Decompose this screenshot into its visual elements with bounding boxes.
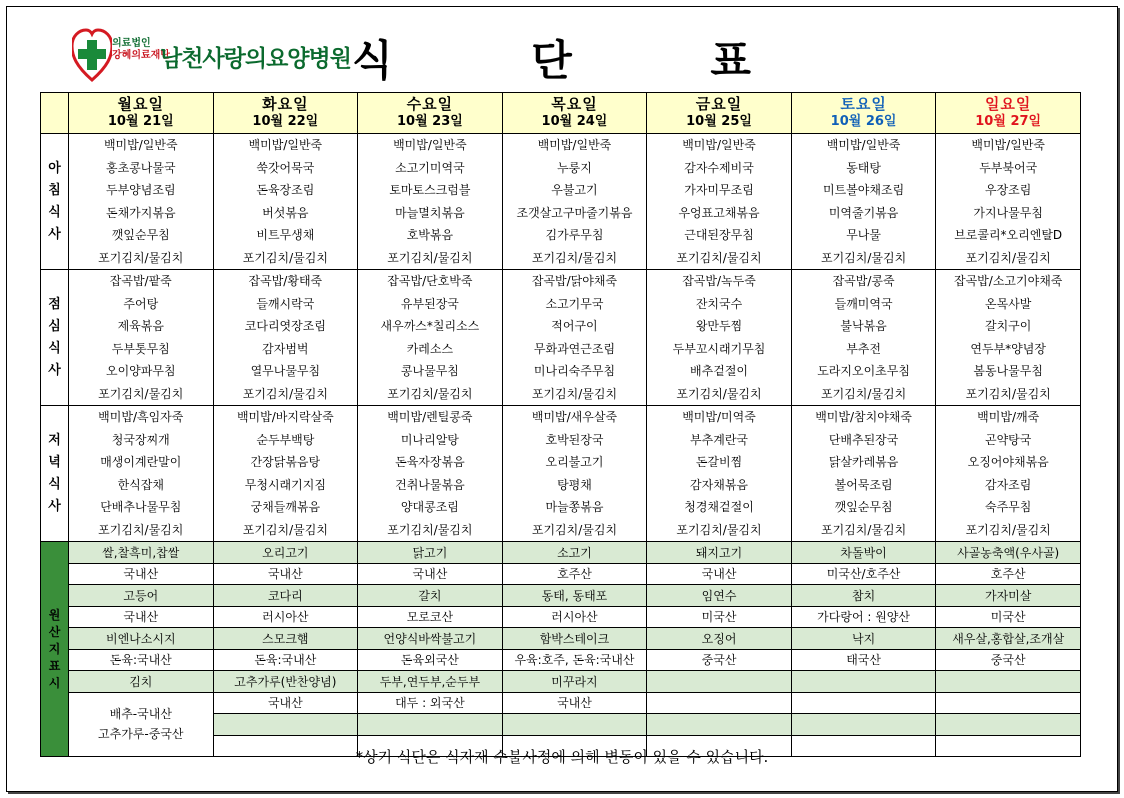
meal-cell	[791, 270, 936, 406]
meal-cell	[647, 134, 792, 270]
origin-cell: 모로코산	[358, 606, 503, 628]
menu-item: 백미밥/바지락살죽	[236, 410, 334, 424]
origin-row	[41, 542, 1081, 564]
origin-cell: 고등어	[69, 585, 214, 607]
origin-cell: 스모크햄	[213, 628, 358, 650]
origin-cell: 사골농축액(우사골)	[936, 542, 1081, 564]
menu-item: 포기김치/물김치	[820, 250, 907, 265]
menu-item: 백미밥/일반죽	[393, 138, 467, 152]
menu-item: 소고기미역국	[395, 160, 465, 175]
meal-cell	[647, 270, 792, 406]
menu-item: 포기김치/물김치	[965, 522, 1051, 537]
menu-item: 포기김치/물김치	[242, 386, 328, 401]
origin-cell: 러시아산	[213, 606, 358, 628]
origin-cell: 돈육:국내산	[213, 649, 358, 671]
menu-item: 동태탕	[846, 160, 881, 175]
menu-item: 홍초콩나물국	[106, 160, 176, 175]
origin-cell	[936, 671, 1081, 693]
menu-item: 포기김치/물김치	[676, 522, 762, 537]
menu-item: 포기김치/물김치	[387, 250, 473, 265]
menu-item: 포기김치/물김치	[531, 522, 618, 537]
day-header	[647, 93, 792, 134]
menu-item: 단배추나물무침	[100, 500, 182, 514]
menu-item: 백미밥/일반죽	[537, 138, 612, 152]
menu-item: 무청시래기지짐	[244, 477, 326, 492]
meal-label-lunch	[41, 270, 69, 406]
menu-item: 조갯살고구마줄기볶음	[516, 205, 633, 220]
menu-item: 백미밥/일반죽	[103, 138, 178, 152]
meal-label-breakfast	[41, 134, 69, 270]
origin-cell	[936, 692, 1081, 714]
meal-cell	[358, 270, 503, 406]
menu-item: 백미밥/깨죽	[977, 410, 1040, 424]
meal-cell	[936, 134, 1081, 270]
menu-item: 들깨미역국	[834, 296, 893, 311]
menu-item: 깻잎순무침	[111, 228, 170, 242]
menu-item: 오징어야채볶음	[967, 455, 1049, 469]
menu-item: 두부톳무침	[111, 341, 170, 356]
menu-item: 포기김치/물김치	[965, 386, 1051, 401]
menu-item: 콩나물무침	[400, 364, 459, 378]
origin-cell: 중국산	[936, 649, 1081, 671]
menu-item: 열무나물무침	[250, 364, 321, 378]
menu-item: 우장조림	[985, 183, 1032, 197]
menu-item: 호박된장국	[545, 432, 604, 447]
meal-cell	[213, 134, 358, 270]
menu-item: 깻잎순무침	[834, 500, 893, 514]
menu-item: 탕평채	[557, 477, 592, 492]
menu-item: 잡곡밥/황태죽	[248, 274, 323, 288]
meal-cell	[936, 406, 1081, 542]
origin-cell	[213, 714, 358, 736]
menu-item: 양대콩조림	[400, 500, 459, 514]
menu-item: 돈채가지볶음	[106, 205, 176, 220]
meal-label-text: 점 심 식 사	[48, 296, 61, 378]
day-date: 10월 24일	[541, 114, 608, 129]
menu-item: 잡곡밥/녹두죽	[682, 274, 756, 288]
page-title: 식 단 표	[352, 36, 813, 85]
menu-item: 도라지오이초무침	[817, 364, 910, 378]
menu-item: 쑥갓어묵국	[256, 160, 315, 175]
menu-item: 무화과연근조림	[533, 341, 616, 356]
day-header	[358, 93, 503, 134]
corp-line2: 강혜의료재단	[112, 50, 170, 61]
origin-cell	[791, 671, 936, 693]
meal-cell	[213, 406, 358, 542]
meal-cell	[502, 270, 647, 406]
footer-note: *상기 식단은 식자재 수불사정에 의해 변동이 있을 수 있습니다.	[355, 748, 769, 766]
menu-item: 비트무생채	[256, 228, 315, 242]
menu-item: 감자채볶음	[690, 477, 749, 492]
menu-item: 누룽지	[557, 160, 592, 175]
origin-cell: 동태, 동태포	[502, 585, 647, 607]
menu-item: 잡곡밥/닭야채죽	[531, 274, 618, 288]
menu-item: 부추전	[846, 341, 881, 356]
menu-item: 포기김치/물김치	[242, 250, 328, 265]
origin-cell: 돈육외국산	[358, 649, 503, 671]
menu-item: 주어탕	[123, 296, 159, 311]
origin-cell	[647, 671, 792, 693]
day-header	[936, 93, 1081, 134]
menu-item: 토마토스크럼블	[389, 183, 471, 197]
origin-cell: 러시아산	[502, 606, 647, 628]
meal-cell	[213, 270, 358, 406]
origin-label	[41, 542, 69, 757]
menu-item: 카레소스	[406, 341, 454, 356]
menu-item: 호박볶음	[406, 228, 454, 242]
corp-line1: 의료법인	[112, 38, 151, 49]
origin-cell: 언양식바싹불고기	[358, 628, 503, 650]
menu-item: 숙주무침	[985, 500, 1032, 514]
origin-cell: 김치	[69, 671, 214, 693]
meal-cell	[791, 134, 936, 270]
menu-item: 두부꼬시래기무침	[672, 341, 766, 356]
origin-cell: 국내산	[358, 563, 503, 585]
menu-item: 포기김치/물김치	[965, 250, 1051, 265]
origin-cell: 미국산	[647, 606, 792, 628]
menu-item: 미나리알탕	[400, 432, 459, 447]
origin-row	[41, 606, 1081, 628]
meal-cell	[936, 270, 1081, 406]
origin-cell	[791, 714, 936, 736]
menu-item: 포기김치/물김치	[531, 250, 618, 265]
origin-cell: 소고기	[502, 542, 647, 564]
origin-cell: 낙지	[791, 628, 936, 650]
menu-item: 백미밥/새우살죽	[531, 410, 618, 424]
menu-table	[40, 92, 1081, 757]
day-date: 10월 26일	[830, 114, 897, 129]
origin-cell: 국내산	[502, 692, 647, 714]
menu-item: 코다리엿장조림	[244, 319, 326, 333]
day-name: 월요일	[117, 95, 165, 113]
menu-item: 백미밥/일반죽	[971, 138, 1045, 152]
menu-item: 돈육장조림	[256, 183, 315, 197]
origin-cell	[502, 714, 647, 736]
origin-cell: 미꾸라지	[502, 671, 647, 693]
origin-cell: 코다리	[213, 585, 358, 607]
day-date: 10월 25일	[686, 114, 752, 129]
day-header-row	[41, 93, 1081, 134]
day-header	[69, 93, 214, 134]
menu-item: 가지나물무침	[973, 205, 1043, 220]
menu-item: 두부양념조림	[106, 183, 176, 197]
menu-item: 건취나물볶음	[395, 477, 465, 492]
meal-cell	[502, 134, 647, 270]
origin-cell: 우육:호주, 돈육:국내산	[502, 649, 647, 671]
origin-cell: 국내산	[69, 563, 214, 585]
origin-cell: 참치	[791, 585, 936, 607]
menu-item: 백미밥/일반죽	[682, 138, 756, 152]
menu-item: 백미밥/렌틸콩죽	[387, 410, 473, 424]
day-date: 10월 27일	[975, 114, 1042, 129]
origin-row	[41, 628, 1081, 650]
menu-item: 제육볶음	[117, 319, 164, 333]
origin-cell: 미국산/호주산	[791, 563, 936, 585]
menu-item: 새우까스*칠리소스	[380, 319, 480, 333]
day-name: 목요일	[551, 95, 598, 113]
menu-item: 포기김치/물김치	[820, 522, 907, 537]
menu-item: 백미밥/일반죽	[826, 138, 901, 152]
day-date: 10월 22일	[252, 114, 319, 129]
menu-item: 곤약탕국	[985, 432, 1032, 447]
day-header	[502, 93, 647, 134]
menu-item: 왕만두찜	[695, 319, 743, 333]
meal-row-breakfast	[41, 134, 1081, 270]
meal-cell	[69, 270, 214, 406]
meal-row-lunch	[41, 270, 1081, 406]
origin-cell	[358, 714, 503, 736]
origin-row	[41, 585, 1081, 607]
origin-cell: 대두 : 외국산	[358, 692, 503, 714]
menu-item: 포기김치/물김치	[98, 522, 184, 537]
menu-item: 포기김치/물김치	[820, 386, 907, 401]
menu-item: 오리불고기	[545, 455, 604, 469]
origin-cell	[791, 692, 936, 714]
origin-cell: 국내산	[213, 563, 358, 585]
menu-item: 포기김치/물김치	[98, 250, 184, 265]
menu-item: 부추계란국	[690, 432, 749, 447]
menu-item: 감자수제비국	[684, 160, 754, 175]
day-name: 일요일	[984, 95, 1032, 113]
menu-item: 잡곡밥/팥죽	[109, 274, 172, 288]
menu-item: 봄동나물무침	[973, 364, 1043, 378]
origin-cell	[936, 714, 1081, 736]
menu-item: 백미밥/흑임자죽	[98, 410, 184, 424]
menu-item: 온목사발	[985, 296, 1032, 311]
menu-item: 우불고기	[551, 183, 598, 197]
menu-item: 포기김치/물김치	[387, 522, 473, 537]
origin-cell: 쌀,찰흑미,찹쌀	[69, 542, 214, 564]
menu-item: 포기김치/물김치	[676, 250, 762, 265]
menu-item: 청경채겉절이	[684, 500, 754, 514]
menu-item: 미역줄기볶음	[828, 205, 899, 220]
menu-item: 포기김치/물김치	[387, 386, 473, 401]
day-name: 화요일	[262, 95, 309, 113]
menu-item: 불낙볶음	[840, 319, 887, 333]
menu-item: 마늘멸치볶음	[395, 205, 465, 220]
menu-item: 우엉표고채볶음	[678, 205, 760, 220]
menu-item: 마늘쫑볶음	[545, 500, 604, 514]
origin-cell: 가다랑어 : 원양산	[791, 606, 936, 628]
origin-row	[41, 671, 1081, 693]
meal-row-dinner	[41, 406, 1081, 542]
meal-cell	[69, 134, 214, 270]
meal-cell	[647, 406, 792, 542]
origin-cell: 국내산	[213, 692, 358, 714]
corner-cell	[41, 93, 69, 134]
meal-label-text: 아 침 식 사	[48, 160, 61, 242]
origin-cell	[647, 714, 792, 736]
menu-item: 미나리숙주무침	[533, 364, 616, 378]
menu-item: 오이양파무침	[106, 364, 176, 378]
origin-label-text: 원 산 지 표 시	[48, 607, 61, 690]
origin-cell: 닭고기	[358, 542, 503, 564]
meal-cell	[69, 406, 214, 542]
menu-item: 감자조림	[985, 477, 1032, 492]
menu-item: 잡곡밥/소고기야채죽	[954, 274, 1063, 288]
menu-item: 미트볼야채조림	[823, 183, 905, 197]
menu-item: 단배추된장국	[828, 432, 899, 447]
origin-cell: 국내산	[647, 563, 792, 585]
menu-item: 돈육자장볶음	[395, 455, 465, 469]
menu-item: 간장닭볶음탕	[250, 455, 321, 469]
cross-heart-icon	[72, 28, 112, 82]
menu-item: 들깨시락국	[256, 296, 315, 311]
menu-item: 돈갈비찜	[695, 455, 743, 469]
meal-cell	[358, 134, 503, 270]
origin-cell: 호주산	[936, 563, 1081, 585]
origin-cell: 갈치	[358, 585, 503, 607]
origin-cell: 두부,연두부,순두부	[358, 671, 503, 693]
origin-cell: 가자미살	[936, 585, 1081, 607]
menu-item: 버섯볶음	[262, 205, 309, 220]
menu-item: 유부된장국	[400, 296, 459, 311]
hospital-name: 남천사랑의요양병원	[160, 46, 351, 72]
origin-cell: 중국산	[647, 649, 792, 671]
meal-label-text: 저 녁 식 사	[48, 432, 61, 514]
day-name: 금요일	[695, 95, 743, 113]
meal-label-dinner	[41, 406, 69, 542]
origin-cell: 돼지고기	[647, 542, 792, 564]
menu-item: 매생이계란말이	[100, 455, 182, 469]
day-header	[213, 93, 358, 134]
menu-item: 근대된장무침	[684, 228, 754, 242]
origin-cell: 임연수	[647, 585, 792, 607]
menu-item: 소고기무국	[545, 296, 604, 311]
meal-cell	[791, 406, 936, 542]
day-date: 10월 23일	[396, 114, 463, 129]
menu-item: 잡곡밥/콩죽	[832, 274, 895, 288]
menu-item: 백미밥/참치야채죽	[815, 410, 912, 424]
origin-row	[41, 692, 1081, 714]
day-header	[791, 93, 936, 134]
origin-cell	[647, 692, 792, 714]
day-name: 토요일	[840, 95, 887, 113]
menu-item: 갈치구이	[985, 319, 1032, 333]
origin-cell: 함박스테이크	[502, 628, 647, 650]
day-date: 10월 21일	[107, 114, 174, 129]
menu-item: 청국장찌개	[111, 432, 170, 447]
menu-item: 포기김치/물김치	[98, 386, 184, 401]
day-name: 수요일	[406, 95, 454, 113]
menu-item: 브로콜리*오리엔탈D	[954, 228, 1063, 242]
menu-item: 무나물	[846, 228, 881, 242]
origin-cell: 오징어	[647, 628, 792, 650]
origin-cell: 미국산	[936, 606, 1081, 628]
menu-item: 궁채들깨볶음	[250, 500, 321, 514]
origin-cell: 태국산	[791, 649, 936, 671]
menu-item: 순두부백탕	[256, 432, 315, 447]
menu-item: 김가루무침	[545, 228, 604, 242]
origin-row	[41, 563, 1081, 585]
kimchi-origin-note: 배추-국내산 고추가루-중국산	[69, 692, 214, 757]
origin-cell: 비엔나소시지	[69, 628, 214, 650]
origin-cell: 호주산	[502, 563, 647, 585]
menu-item: 포기김치/물김치	[242, 522, 328, 537]
origin-cell: 오리고기	[213, 542, 358, 564]
menu-item: 포기김치/물김치	[531, 386, 618, 401]
menu-item: 한식잡채	[117, 477, 164, 492]
hospital-logo	[72, 28, 351, 84]
menu-item: 연두부*양념장	[970, 341, 1046, 356]
origin-cell: 차돌박이	[791, 542, 936, 564]
origin-cell: 새우살,홍합살,조개살	[936, 628, 1081, 650]
meal-cell	[358, 406, 503, 542]
menu-item: 닭살카레볶음	[828, 455, 899, 469]
origin-cell: 국내산	[69, 606, 214, 628]
menu-item: 백미밥/일반죽	[248, 138, 323, 152]
meal-cell	[502, 406, 647, 542]
menu-item: 백미밥/미역죽	[682, 410, 756, 424]
origin-cell: 고추가루(반찬양념)	[213, 671, 358, 693]
menu-item: 배추겉절이	[690, 364, 749, 378]
menu-item: 볼어묵조림	[834, 477, 893, 492]
menu-item: 가자미무조림	[684, 183, 754, 197]
menu-item: 적어구이	[551, 319, 598, 333]
menu-item: 잡곡밥/단호박죽	[387, 274, 473, 288]
origin-row	[41, 649, 1081, 671]
menu-item: 두부북어국	[979, 160, 1038, 175]
menu-item: 포기김치/물김치	[676, 386, 762, 401]
origin-cell: 돈육:국내산	[69, 649, 214, 671]
menu-item: 잔치국수	[695, 296, 743, 311]
menu-item: 감자범벅	[262, 341, 309, 356]
